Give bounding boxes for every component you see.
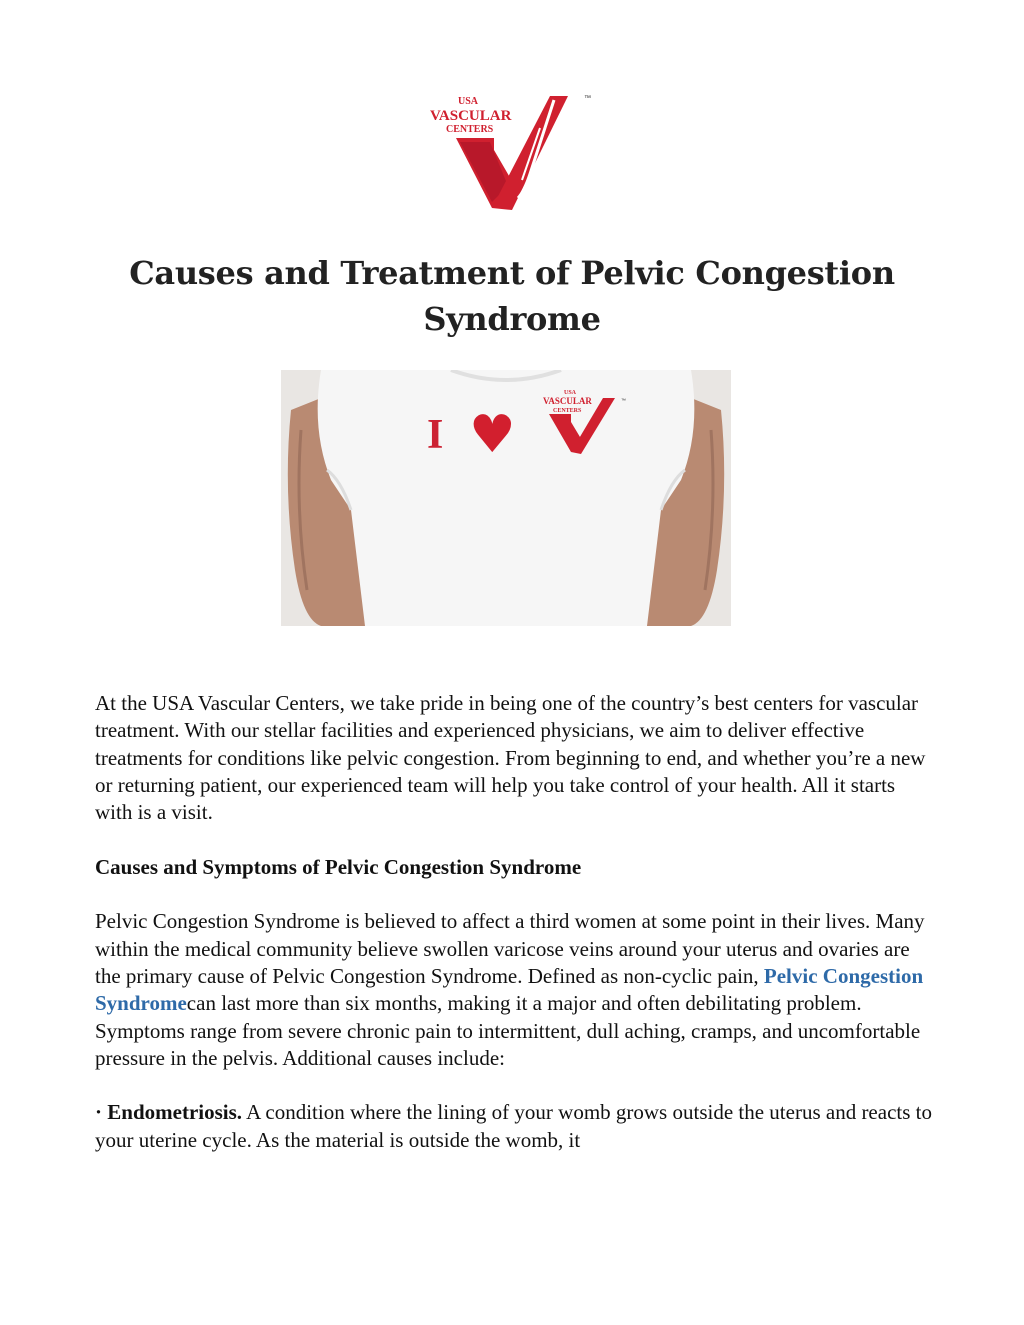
bullet-text: A condition where the lining of your womb grows outside the uterus and reacts to your uterine cycle. As the material is outside the womb, it: [95, 1100, 932, 1152]
logo-trademark: ™: [584, 95, 591, 102]
symptoms-paragraph: [95, 908, 935, 1072]
tshirt-letter-i: I: [427, 412, 444, 458]
logo-line-vascular: VASCULAR: [430, 108, 512, 124]
symptoms-text-after-link: can last more than six months, making it a major and often debilitating problem. Symptoms range from severe chronic pain to intermittent, dull aching, cramps, and uncomfortable pressure in the pelvis. Additional causes include:: [95, 991, 921, 1070]
title-line-1: Causes and Treatment of Pelvic Congestion: [129, 254, 895, 292]
bullet-item-endometriosis: [95, 1099, 935, 1154]
page-title: [100, 250, 924, 342]
article-body: [95, 690, 935, 1181]
bullet-term: Endometriosis.: [107, 1100, 243, 1125]
usa-vascular-centers-logo: [420, 88, 600, 216]
tshirt-heart-icon: ♥: [469, 405, 516, 465]
tshirt-logo-trademark: ™: [621, 398, 626, 404]
logo-line-centers: CENTERS: [446, 124, 494, 135]
bullet-marker: ·: [95, 1100, 103, 1125]
tshirt-logo-usa: USA: [564, 390, 577, 396]
logo-line-usa: USA: [458, 96, 479, 107]
tshirt-photo: [281, 370, 731, 626]
title-line-2: Syndrome: [423, 300, 601, 338]
pelvic-congestion-syndrome-link[interactable]: Pelvic Congestion Syndrome: [95, 963, 924, 1016]
symptoms-text-before-link: Pelvic Congestion Syndrome is believed to affect a third women at some point in their lives. Many within the medical community believe swollen varicose veins around your uterus and ovaries are the primary cause of Pelvic Congestion Syndrome. Defined as non-cyclic pain,: [95, 909, 925, 988]
intro-paragraph: At the USA Vascular Centers, we take pride in being one of the country’s best centers for vascular treatment. With our stellar facilities and experienced physicians, we aim to deliver effective treatments for conditions like pelvic congestion. From beginning to end, and whether you’re a new or returning patient, our experienced team will help you take control of your health. All it starts with is a visit.: [95, 691, 926, 825]
section-heading: Causes and Symptoms of Pelvic Congestion Syndrome: [95, 854, 582, 879]
tshirt-logo-vascular: VASCULAR: [543, 396, 592, 406]
tshirt-illustration: [281, 370, 731, 626]
logo-check-icon: [420, 88, 600, 216]
tshirt-logo-centers: CENTERS: [553, 408, 582, 414]
